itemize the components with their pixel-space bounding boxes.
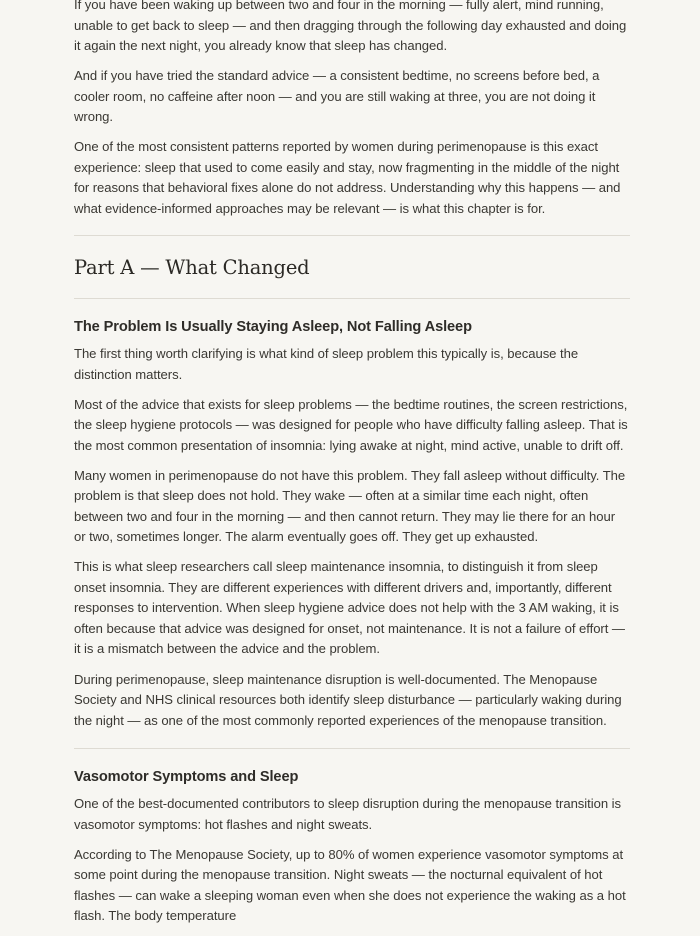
article [74,0,630,936]
body-paragraph: According to The Menopause Society, up to 80% of women experience vasomotor symptoms at some point during the menopause transition. Night sweats — the nocturnal equivalent of hot flashes — can wake a sleeping woman even when she does not experience the waking as a hot flash. The body temperature [74,846,626,924]
section-heading: The Problem Is Usually Staying Asleep, Not Falling Asleep [74,319,472,336]
intro-paragraph: And if you have tried the standard advice — a consistent bedtime, no screens before bed, a cooler room, no caffeine after noon — and you are still waking at three, you are not doing it wrong. [74,68,600,125]
body-paragraph: During perimenopause, sleep maintenance disruption is well-documented. The Menopause Society and NHS clinical resources both identify sleep disturbance — particularly waking during the night — as one of the most commonly reported experiences of the menopause transition. [74,671,622,728]
body-paragraph: Many women in perimenopause do not have this problem. They fall asleep without difficulty. The problem is that sleep does not hold. They wake — often at a similar time each night, often between two and four in the morning — and then cannot return. They may lie there for an hour or two, sometimes longer. The alarm eventually goes off. They get up exhausted. [74,467,626,545]
body-paragraph: Most of the advice that exists for sleep problems — the bedtime routines, the screen restrictions, the sleep hygiene protocols — was designed for people who have difficulty falling asleep. That is the most common presentation of insomnia: lying awake at night, mind active, unable to drift off. [74,396,628,453]
section-heading: Vasomotor Symptoms and Sleep [74,769,299,786]
body-paragraph: The first thing worth clarifying is what kind of sleep problem this typically is, because the distinction matters. [74,346,579,382]
section-vasomotor [74,767,630,927]
body-paragraph: One of the best-documented contributors to sleep disruption during the menopause transition is vasomotor symptoms: hot flashes and night sweats. [74,796,622,832]
part-a-title: Part A — What Changed [74,256,310,280]
intro-section [74,0,630,219]
intro-paragraph: If you have been waking up between two and four in the morning — fully alert, mind running, unable to get back to sleep — and then dragging through the following day exhausted and doing it again the next night, you already know that sleep has changed. [74,0,627,53]
section-divider [74,748,630,749]
section-staying-asleep [74,317,630,731]
section-divider [74,298,630,299]
section-divider [74,235,630,236]
body-paragraph: This is what sleep researchers call sleep maintenance insomnia, to distinguish it from sleep onset insomnia. They are different experiences with different drivers and, importantly, different responses to intervention. When sleep hygiene advice does not help with the 3 AM waking, it is often because that advice was designed for onset, not maintenance. It is not a failure of effort — it is a mismatch between the advice and the problem. [74,559,625,657]
intro-paragraph: One of the most consistent patterns reported by women during perimenopause is this exact experience: sleep that used to come easily and stay, now fragmenting in the middle of the night for reasons that behavioral fixes alone do not address. Understanding why this happens — and what evidence-informed approaches may be relevant — is what this chapter is for. [74,139,621,216]
